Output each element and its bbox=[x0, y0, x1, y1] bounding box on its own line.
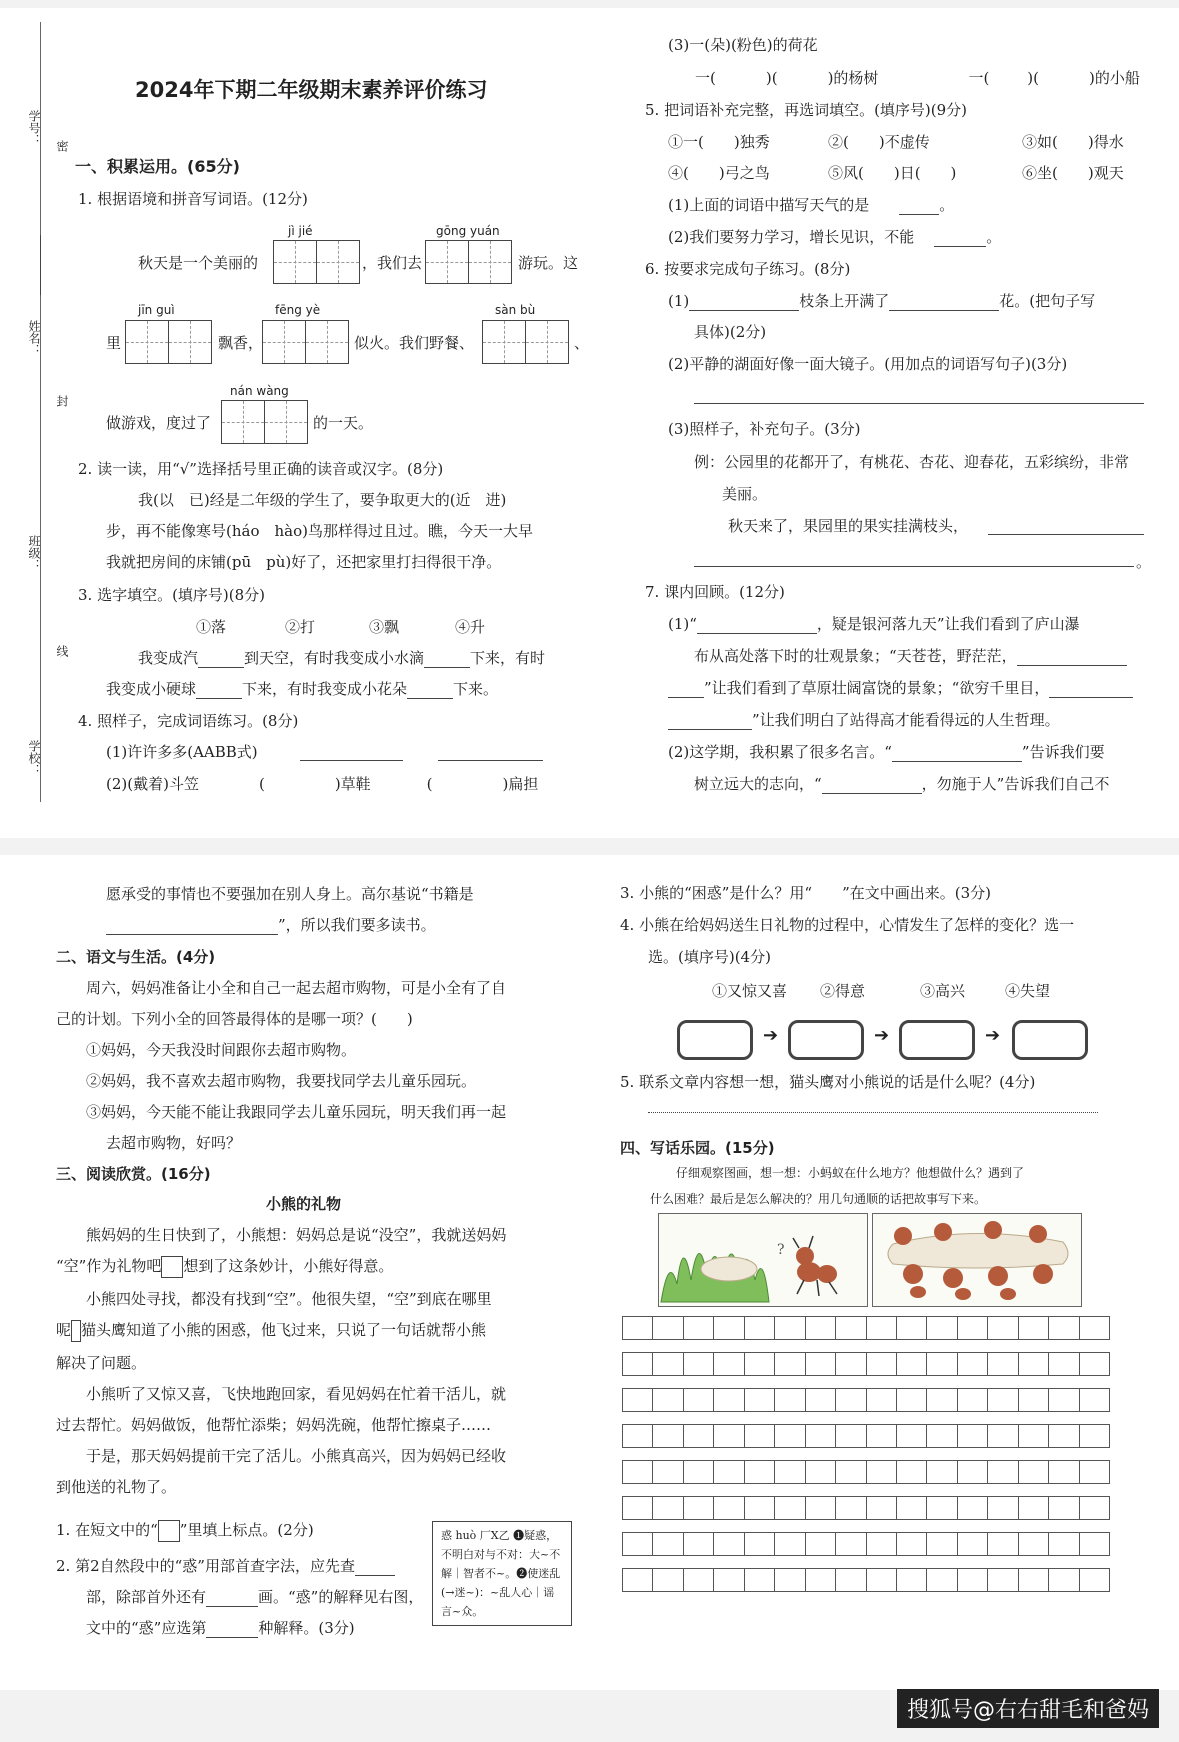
grid-cell[interactable] bbox=[896, 1353, 926, 1376]
grid-cell[interactable] bbox=[866, 1497, 896, 1520]
section-1-heading: 一、积累运用。(65分) bbox=[75, 157, 240, 176]
grid-cell[interactable] bbox=[896, 1425, 926, 1448]
watermark: 搜狐号@右右甜毛和爸妈 bbox=[897, 1689, 1159, 1728]
grid-cell[interactable] bbox=[836, 1497, 866, 1520]
grid-cell[interactable] bbox=[1018, 1353, 1048, 1376]
grid-cell[interactable] bbox=[896, 1497, 926, 1520]
q7-label: 7. 课内回顾。(12分) bbox=[645, 583, 785, 601]
grid-cell[interactable] bbox=[927, 1425, 957, 1448]
q1-text-1a: 秋天是一个美丽的 bbox=[138, 254, 259, 272]
reading-q2-line-3: 文中的“惑”应选第 种解释。(3分) bbox=[86, 1619, 355, 1637]
grid-cell[interactable] bbox=[653, 1461, 683, 1484]
grid-cell[interactable] bbox=[805, 1425, 835, 1448]
grid-cell[interactable] bbox=[927, 1317, 957, 1340]
pinyin-jijie: jì jié bbox=[288, 224, 313, 238]
grid-cell[interactable] bbox=[775, 1353, 805, 1376]
grid-cell[interactable] bbox=[988, 1353, 1018, 1376]
q6-answer-line-1[interactable] bbox=[694, 403, 1144, 404]
seal-mark-mi: 密 bbox=[55, 140, 69, 152]
grid-cell[interactable] bbox=[683, 1533, 713, 1556]
writing-box-nanwang[interactable] bbox=[221, 400, 308, 444]
grid-cell[interactable] bbox=[1079, 1389, 1109, 1412]
reading-para-8: 于是，那天妈妈提前干完了活儿。小熊真高兴，因为妈妈已经收 bbox=[86, 1447, 507, 1465]
reading-para-3: 小熊四处寻找，都没有找到“空”。他很失望，“空”到底在哪里 bbox=[86, 1290, 492, 1308]
grid-row[interactable] bbox=[623, 1317, 1110, 1340]
grid-cell[interactable] bbox=[927, 1353, 957, 1376]
grid-cell[interactable] bbox=[866, 1317, 896, 1340]
grid-spacer bbox=[623, 1520, 1110, 1533]
s2-option-2: ②妈妈，我不喜欢去超市购物，我要找同学去儿童乐园玩。 bbox=[86, 1072, 477, 1090]
grid-cell[interactable] bbox=[1049, 1569, 1079, 1592]
grid-cell[interactable] bbox=[957, 1461, 987, 1484]
q3-para-2: 我变成小硬球 下来，有时我变成小花朵 下来。 bbox=[106, 680, 499, 698]
q7-para-3: ”让我们看到了草原壮阔富饶的景象；“欲穷千里目， bbox=[668, 678, 1133, 698]
arrow-right-icon: ➔ bbox=[985, 1025, 1001, 1046]
q5-idiom-1: ①一( )独秀 bbox=[668, 133, 770, 151]
grid-cell[interactable] bbox=[988, 1461, 1018, 1484]
grid-row[interactable] bbox=[623, 1353, 1110, 1376]
grid-row[interactable] bbox=[623, 1389, 1110, 1412]
q1-text-2d: 、 bbox=[574, 334, 590, 352]
s2-option-3a: ③妈妈，今天能不能让我跟同学去儿童乐园玩，明天我们再一起 bbox=[86, 1103, 507, 1121]
grid-cell[interactable] bbox=[1079, 1569, 1109, 1592]
grid-cell[interactable] bbox=[866, 1569, 896, 1592]
grid-cell[interactable] bbox=[1018, 1317, 1048, 1340]
q6-example-1: 例：公园里的花都开了，有桃花、杏花、迎春花，五彩缤纷，非常 bbox=[694, 453, 1130, 471]
grid-cell[interactable] bbox=[805, 1317, 835, 1340]
grid-cell[interactable] bbox=[1079, 1317, 1109, 1340]
grid-cell[interactable] bbox=[714, 1425, 744, 1448]
writing-box-fengye[interactable] bbox=[262, 320, 349, 364]
grid-cell[interactable] bbox=[896, 1461, 926, 1484]
grid-cell[interactable] bbox=[1079, 1425, 1109, 1448]
grid-cell[interactable] bbox=[805, 1569, 835, 1592]
grid-cell[interactable] bbox=[744, 1389, 774, 1412]
grid-cell[interactable] bbox=[714, 1569, 744, 1592]
grid-cell[interactable] bbox=[927, 1569, 957, 1592]
feeling-option-2: ②得意 bbox=[820, 982, 866, 1000]
grid-cell[interactable] bbox=[836, 1317, 866, 1340]
dictionary-entry: 惑 huò 厂X乙 ❶疑惑，不明白对与不对：大~不解｜智者不~。❷使迷乱(→迷~)：~乱人心｜谣言~众。 bbox=[432, 1521, 572, 1626]
grid-cell[interactable] bbox=[988, 1425, 1018, 1448]
grid-cell[interactable] bbox=[805, 1497, 835, 1520]
writing-box-jijie[interactable] bbox=[273, 240, 360, 284]
grid-cell[interactable] bbox=[927, 1389, 957, 1412]
grid-cell[interactable] bbox=[836, 1389, 866, 1412]
pinyin-jingui: jīn guì bbox=[138, 303, 175, 317]
q3-option-4: ④升 bbox=[455, 618, 486, 636]
grid-cell[interactable] bbox=[927, 1497, 957, 1520]
grid-cell[interactable] bbox=[683, 1353, 713, 1376]
arrow-right-icon: ➔ bbox=[874, 1025, 890, 1046]
q6-end-mark: 。 bbox=[1136, 553, 1152, 571]
grid-cell[interactable] bbox=[896, 1389, 926, 1412]
s2-para-1: 周六，妈妈准备让小全和自己一起去超市购物，可是小全有了自 bbox=[86, 979, 507, 997]
page-title: 2024年下期二年级期末素养评价练习 bbox=[135, 78, 488, 102]
student-number-label: 学号： bbox=[27, 110, 41, 146]
grid-cell[interactable] bbox=[653, 1317, 683, 1340]
grid-cell[interactable] bbox=[1049, 1353, 1079, 1376]
grid-cell[interactable] bbox=[775, 1317, 805, 1340]
reading-para-2: “空”作为礼物吧 想到了这条妙计，小熊好得意。 bbox=[56, 1256, 393, 1278]
grid-spacer bbox=[623, 1556, 1110, 1569]
grid-cell[interactable] bbox=[653, 1497, 683, 1520]
grid-cell[interactable] bbox=[775, 1569, 805, 1592]
grid-cell[interactable] bbox=[836, 1425, 866, 1448]
grid-cell[interactable] bbox=[653, 1569, 683, 1592]
q6-para-1: (1) 枝条上开满了 花。(把句子写 bbox=[668, 292, 1096, 310]
q1-text-2b: 飘香， bbox=[218, 334, 264, 352]
feeling-option-3: ③高兴 bbox=[920, 982, 966, 1000]
reading-para-6: 小熊听了又惊又喜，飞快地跑回家，看见妈妈在忙着干活儿，就 bbox=[86, 1385, 507, 1403]
grid-cell[interactable] bbox=[623, 1353, 653, 1376]
grid-cell[interactable] bbox=[866, 1461, 896, 1484]
s4-prompt-2: 什么困难？最后是怎么解决的？用几句通顺的话把故事写下来。 bbox=[650, 1192, 987, 1206]
q3-option-1: ①落 bbox=[196, 618, 227, 636]
q4-para-3-row: 一( )( )的杨树 一( )( )的小船 bbox=[695, 69, 1140, 87]
q7-continued-1: 愿承受的事情也不要强加在别人身上。高尔基说“书籍是 bbox=[106, 885, 474, 903]
q2-para-3: 我就把房间的床铺(pū pù)好了，还把家里打扫得很干净。 bbox=[106, 553, 502, 571]
q4-blank-1[interactable] bbox=[300, 760, 403, 761]
s2-para-2: 己的计划。下列小全的回答最得体的是哪一项？( ) bbox=[56, 1010, 413, 1028]
grid-row[interactable] bbox=[623, 1533, 1110, 1556]
grid-cell[interactable] bbox=[653, 1353, 683, 1376]
grid-row[interactable] bbox=[623, 1425, 1110, 1448]
grid-cell[interactable] bbox=[775, 1497, 805, 1520]
q6-answer-line-2[interactable] bbox=[988, 534, 1144, 535]
grid-cell[interactable] bbox=[744, 1533, 774, 1556]
q5-idiom-5: ⑤风( )日( ) bbox=[828, 164, 957, 182]
name-label: 姓名： bbox=[27, 320, 41, 356]
grid-cell[interactable] bbox=[1049, 1461, 1079, 1484]
grid-cell[interactable] bbox=[988, 1497, 1018, 1520]
grid-cell[interactable] bbox=[1049, 1317, 1079, 1340]
s2-option-3b: 去超市购物，好吗？ bbox=[106, 1134, 242, 1152]
q5-label: 5. 把词语补充完整，再选词填空。(填序号)(9分) bbox=[645, 101, 968, 119]
grid-cell[interactable] bbox=[988, 1533, 1018, 1556]
grid-cell[interactable] bbox=[744, 1497, 774, 1520]
q1-label: 1. 根据语境和拼音写词语。(12分) bbox=[78, 190, 308, 208]
grid-cell[interactable] bbox=[623, 1425, 653, 1448]
s2-option-1: ①妈妈，今天我没时间跟你去超市购物。 bbox=[86, 1041, 357, 1059]
writing-box-gongyuan[interactable] bbox=[425, 240, 512, 284]
q4-label: 4. 照样子，完成词语练习。(8分) bbox=[78, 712, 299, 730]
grid-cell[interactable] bbox=[714, 1461, 744, 1484]
grid-cell[interactable] bbox=[1018, 1461, 1048, 1484]
grid-cell[interactable] bbox=[775, 1461, 805, 1484]
grid-cell[interactable] bbox=[623, 1461, 653, 1484]
grid-cell[interactable] bbox=[957, 1569, 987, 1592]
arrow-right-icon: ➔ bbox=[763, 1025, 779, 1046]
q2-label: 2. 读一读，用“√”选择括号里正确的读音或汉字。(8分) bbox=[78, 460, 444, 478]
pinyin-fengye: fēng yè bbox=[275, 303, 321, 317]
grid-cell[interactable] bbox=[836, 1533, 866, 1556]
grid-cell[interactable] bbox=[623, 1389, 653, 1412]
grid-cell[interactable] bbox=[1079, 1497, 1109, 1520]
q1-text-3b: 的一天。 bbox=[313, 414, 374, 432]
q7-continued-2: ”，所以我们要多读书。 bbox=[106, 915, 436, 935]
grid-spacer bbox=[623, 1412, 1110, 1425]
q6-answer-line-3[interactable] bbox=[694, 566, 1134, 567]
feeling-option-4: ④失望 bbox=[1005, 982, 1051, 1000]
grid-cell[interactable] bbox=[683, 1317, 713, 1340]
grid-cell[interactable] bbox=[866, 1533, 896, 1556]
pinyin-sanbu: sàn bù bbox=[495, 303, 536, 317]
grid-cell[interactable] bbox=[805, 1461, 835, 1484]
grid-cell[interactable] bbox=[1018, 1389, 1048, 1412]
grid-cell[interactable] bbox=[957, 1425, 987, 1448]
feeling-box-1[interactable] bbox=[677, 1020, 753, 1060]
grid-cell[interactable] bbox=[744, 1569, 774, 1592]
q1-text-2c: 似火。我们野餐、 bbox=[354, 334, 475, 352]
grid-cell[interactable] bbox=[623, 1569, 653, 1592]
grid-cell[interactable] bbox=[836, 1569, 866, 1592]
writing-box-jingui[interactable] bbox=[125, 320, 212, 364]
grid-cell[interactable] bbox=[988, 1569, 1018, 1592]
grid-cell[interactable] bbox=[1018, 1569, 1048, 1592]
grid-cell[interactable] bbox=[1049, 1497, 1079, 1520]
section-2-heading: 二、语文与生活。(4分) bbox=[56, 948, 216, 966]
grid-cell[interactable] bbox=[683, 1497, 713, 1520]
grid-cell[interactable] bbox=[683, 1569, 713, 1592]
grid-cell[interactable] bbox=[1049, 1425, 1079, 1448]
grid-cell[interactable] bbox=[805, 1533, 835, 1556]
student-number-line bbox=[40, 235, 41, 295]
grid-cell[interactable] bbox=[653, 1533, 683, 1556]
grid-cell[interactable] bbox=[623, 1317, 653, 1340]
q4-para-3: (3)一(朵)(粉色)的荷花 bbox=[668, 36, 818, 54]
grid-cell[interactable] bbox=[988, 1389, 1018, 1412]
reading-title: 小熊的礼物 bbox=[266, 1195, 342, 1213]
grid-cell[interactable] bbox=[714, 1497, 744, 1520]
section-3-heading: 三、阅读欣赏。(16分) bbox=[56, 1165, 211, 1183]
q4-blank-2[interactable] bbox=[438, 760, 543, 761]
q4-para-2: (2)(戴着)斗笠 ( )草鞋 ( )扁担 bbox=[106, 775, 539, 793]
grid-cell[interactable] bbox=[653, 1389, 683, 1412]
grid-cell[interactable] bbox=[714, 1533, 744, 1556]
reading-para-4: 呢 猫头鹰知道了小熊的困惑，他飞过来，只说了一句话就帮小熊 bbox=[56, 1320, 486, 1342]
grid-cell[interactable] bbox=[927, 1533, 957, 1556]
grid-cell[interactable] bbox=[623, 1533, 653, 1556]
q3-para-1: 我变成汽 到天空，有时我变成小水滴 下来，有时 bbox=[138, 649, 546, 667]
q5-idiom-2: ②( )不虚传 bbox=[828, 133, 930, 151]
grid-cell[interactable] bbox=[957, 1353, 987, 1376]
seal-mark-xian: 线 bbox=[55, 645, 69, 657]
grid-cell[interactable] bbox=[775, 1533, 805, 1556]
writing-box-sanbu[interactable] bbox=[482, 320, 569, 364]
grid-cell[interactable] bbox=[1049, 1533, 1079, 1556]
grid-cell[interactable] bbox=[988, 1317, 1018, 1340]
section-4-heading: 四、写话乐园。(15分) bbox=[620, 1139, 775, 1157]
grid-cell[interactable] bbox=[1079, 1461, 1109, 1484]
grid-cell[interactable] bbox=[775, 1389, 805, 1412]
q3-option-2: ②打 bbox=[285, 618, 316, 636]
q3-option-3: ③飘 bbox=[369, 618, 400, 636]
reading-para-9: 到他送的礼物了。 bbox=[56, 1478, 177, 1496]
grid-cell[interactable] bbox=[957, 1533, 987, 1556]
reading-q5: 5. 联系文章内容想一想，猫头鹰对小熊说的话是什么呢？(4分) bbox=[620, 1073, 1036, 1091]
q1-text-1b: ，我们去 bbox=[362, 254, 423, 272]
q1-text-1c: 游玩。这 bbox=[518, 254, 579, 272]
reading-q2-line-1: 2. 第2自然段中的“惑”用部首查字法，应先查 bbox=[56, 1556, 395, 1576]
q7-para-2: 布从高处落下时的壮观景象；“天苍苍，野茫茫， bbox=[694, 646, 1127, 666]
school-label: 学校： bbox=[27, 740, 41, 776]
picture-ants-carrying bbox=[872, 1213, 1082, 1307]
q7-para-5: (2)这学期，我积累了很多名言。“ ”告诉我们要 bbox=[668, 743, 1105, 761]
q2-para-1: 我(以 已)经是二年级的学生了，要争取更大的(近 进) bbox=[138, 491, 507, 509]
grid-spacer bbox=[623, 1448, 1110, 1461]
q5-fill-2: (2)我们要努力学习，增长见识，不能 。 bbox=[668, 228, 1002, 246]
grid-cell[interactable] bbox=[683, 1389, 713, 1412]
grid-cell[interactable] bbox=[896, 1569, 926, 1592]
reading-q3: 3. 小熊的“困惑”是什么？用“ ”在文中画出来。(3分) bbox=[620, 884, 992, 902]
grid-cell[interactable] bbox=[957, 1497, 987, 1520]
grid-cell[interactable] bbox=[653, 1425, 683, 1448]
grid-spacer bbox=[623, 1376, 1110, 1389]
grid-cell[interactable] bbox=[957, 1317, 987, 1340]
grid-cell[interactable] bbox=[1079, 1533, 1109, 1556]
grid-cell[interactable] bbox=[805, 1389, 835, 1412]
grid-cell[interactable] bbox=[1049, 1389, 1079, 1412]
grid-cell[interactable] bbox=[866, 1353, 896, 1376]
grid-cell[interactable] bbox=[714, 1389, 744, 1412]
feeling-box-3[interactable] bbox=[899, 1020, 975, 1060]
grid-cell[interactable] bbox=[1018, 1497, 1048, 1520]
grid-cell[interactable] bbox=[714, 1353, 744, 1376]
q6-para-2: (2)平静的湖面好像一面大镜子。(用加点的词语写句子)(3分) bbox=[668, 355, 1068, 373]
grid-spacer bbox=[623, 1340, 1110, 1353]
q2-para-2: 步，再不能像寒号(háo hào)鸟那样得过且过。瞧，今天一大早 bbox=[106, 522, 533, 540]
reading-para-5: 解决了问题。 bbox=[56, 1354, 147, 1372]
grid-cell[interactable] bbox=[866, 1389, 896, 1412]
grid-row[interactable] bbox=[623, 1497, 1110, 1520]
punctuation-box-2[interactable] bbox=[71, 1320, 81, 1342]
seal-mark-feng: 封 bbox=[55, 395, 69, 407]
feeling-option-1: ①又惊又喜 bbox=[712, 982, 788, 1000]
reading-para-7: 过去帮忙。妈妈做饭，他帮忙添柴；妈妈洗碗，他帮忙擦桌子…… bbox=[56, 1416, 492, 1434]
grid-row[interactable] bbox=[623, 1461, 1110, 1484]
grid-cell[interactable] bbox=[927, 1461, 957, 1484]
reading-para-1: 熊妈妈的生日快到了，小熊想：妈妈总是说“没空”，我就送妈妈 bbox=[86, 1226, 507, 1244]
picture-ant-and-grass bbox=[658, 1213, 868, 1307]
feeling-box-4[interactable] bbox=[1012, 1020, 1088, 1060]
q5-fill-1: (1)上面的词语中描写天气的是 。 bbox=[668, 196, 955, 214]
writing-grid[interactable] bbox=[622, 1316, 1110, 1592]
punctuation-box-q1 bbox=[158, 1520, 180, 1542]
grid-cell[interactable] bbox=[1018, 1425, 1048, 1448]
grid-cell[interactable] bbox=[744, 1317, 774, 1340]
q1-text-3a: 做游戏，度过了 bbox=[106, 414, 212, 432]
reading-q5-answer-line[interactable] bbox=[648, 1112, 1098, 1113]
q4-para-1: (1)许许多多(AABB式) bbox=[106, 743, 258, 761]
grid-cell[interactable] bbox=[744, 1425, 774, 1448]
grid-cell[interactable] bbox=[866, 1425, 896, 1448]
class-label: 班级： bbox=[27, 535, 41, 571]
q5-idiom-4: ④( )弓之鸟 bbox=[668, 164, 770, 182]
q3-label: 3. 选字填空。(填序号)(8分) bbox=[78, 586, 266, 604]
pinyin-nanwang: nán wàng bbox=[230, 384, 289, 398]
grid-cell[interactable] bbox=[714, 1317, 744, 1340]
grid-cell[interactable] bbox=[683, 1425, 713, 1448]
grid-cell[interactable] bbox=[1079, 1353, 1109, 1376]
q7-para-4: ”让我们明白了站得高才能看得远的人生哲理。 bbox=[668, 710, 1060, 730]
q6-example-2: 美丽。 bbox=[722, 485, 768, 503]
feeling-box-2[interactable] bbox=[788, 1020, 864, 1060]
grid-cell[interactable] bbox=[1018, 1533, 1048, 1556]
grid-spacer bbox=[623, 1484, 1110, 1497]
grid-cell[interactable] bbox=[775, 1425, 805, 1448]
q5-idiom-3: ③如( )得水 bbox=[1022, 133, 1124, 151]
reading-q1: 1. 在短文中的“ ”里填上标点。(2分) bbox=[56, 1520, 314, 1542]
q7-para-1: (1)“ ，疑是银河落九天”让我们看到了庐山瀑 bbox=[668, 615, 1080, 633]
reading-q4-line-1: 4. 小熊在给妈妈送生日礼物的过程中，心情发生了怎样的变化？选一 bbox=[620, 916, 1075, 934]
grid-cell[interactable] bbox=[957, 1389, 987, 1412]
grid-cell[interactable] bbox=[896, 1317, 926, 1340]
q6-label: 6. 按要求完成句子练习。(8分) bbox=[645, 260, 851, 278]
grid-cell[interactable] bbox=[623, 1497, 653, 1520]
q5-idiom-6: ⑥坐( )观天 bbox=[1022, 164, 1124, 182]
q7-para-6: 树立远大的志向，“ ，勿施于人”告诉我们自己不 bbox=[694, 775, 1110, 793]
svg-text:?: ? bbox=[777, 1242, 785, 1258]
grid-cell[interactable] bbox=[683, 1461, 713, 1484]
pinyin-gongyuan: gōng yuán bbox=[436, 224, 500, 238]
s4-prompt-1: 仔细观察图画，想一想：小蚂蚁在什么地方？他想做什么？遇到了 bbox=[676, 1166, 1025, 1180]
q1-text-2a: 里 bbox=[106, 334, 122, 352]
q6-para-1b: 具体)(2分) bbox=[694, 323, 767, 341]
q6-example-3: 秋天来了，果园里的果实挂满枝头， bbox=[728, 517, 969, 535]
grid-cell[interactable] bbox=[744, 1353, 774, 1376]
grid-cell[interactable] bbox=[836, 1353, 866, 1376]
grid-cell[interactable] bbox=[805, 1353, 835, 1376]
grid-cell[interactable] bbox=[836, 1461, 866, 1484]
reading-q4-line-2: 选。(填序号)(4分) bbox=[648, 948, 771, 966]
punctuation-box-1[interactable] bbox=[161, 1256, 183, 1278]
grid-cell[interactable] bbox=[744, 1461, 774, 1484]
q6-para-3: (3)照样子，补充句子。(3分) bbox=[668, 420, 861, 438]
reading-q2-line-2: 部，除部首外还有 画。“惑”的解释见右图， bbox=[86, 1588, 424, 1606]
grid-cell[interactable] bbox=[896, 1533, 926, 1556]
grid-row[interactable] bbox=[623, 1569, 1110, 1592]
